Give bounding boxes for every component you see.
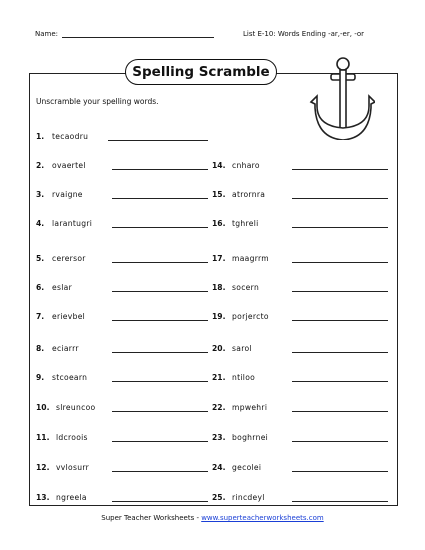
list-item — [212, 187, 265, 199]
scrambled-word: ovaertel — [52, 161, 86, 170]
item-number: 4. — [36, 219, 45, 228]
answer-line[interactable] — [112, 161, 208, 170]
scrambled-word: cerersor — [52, 254, 86, 263]
answer-line[interactable] — [292, 344, 388, 353]
answer-line[interactable] — [292, 190, 388, 199]
item-number: 24. — [212, 463, 226, 472]
name-label: Name: — [35, 30, 59, 38]
scrambled-word: tghreli — [232, 219, 259, 228]
scrambled-word: socern — [232, 283, 260, 292]
item-number: 22. — [212, 403, 226, 412]
answer-line[interactable] — [112, 493, 208, 502]
item-number: 5. — [36, 254, 45, 263]
scrambled-word: atrornra — [232, 190, 266, 199]
scrambled-word: larantugri — [52, 219, 93, 228]
item-number: 18. — [212, 283, 226, 292]
list-item — [36, 187, 83, 199]
item-number: 9. — [36, 373, 45, 382]
list-item — [36, 400, 96, 412]
answer-line[interactable] — [112, 219, 208, 228]
scrambled-word: maagrrm — [232, 254, 269, 263]
list-item — [36, 341, 79, 353]
scrambled-word: stcoearn — [52, 373, 88, 382]
scrambled-word: ntiloo — [232, 373, 256, 382]
item-number: 8. — [36, 344, 45, 353]
list-item — [212, 251, 269, 263]
scrambled-word: ngreela — [56, 493, 87, 502]
list-item — [36, 216, 92, 228]
item-number: 14. — [212, 161, 226, 170]
list-item — [36, 251, 86, 263]
scrambled-word: sarol — [232, 344, 252, 353]
list-item — [212, 460, 261, 472]
item-number: 7. — [36, 312, 45, 321]
item-number: 23. — [212, 433, 226, 442]
answer-line[interactable] — [112, 283, 208, 292]
name-line[interactable] — [62, 30, 214, 38]
answer-line[interactable] — [292, 283, 388, 292]
item-number: 17. — [212, 254, 226, 263]
scrambled-word: slreuncoo — [56, 403, 96, 412]
scrambled-word: ldcroois — [56, 433, 88, 442]
list-item — [212, 490, 265, 502]
list-item — [212, 309, 269, 321]
answer-line[interactable] — [112, 433, 208, 442]
worksheet-title — [125, 59, 277, 85]
instructions: Unscramble your spelling words. — [36, 97, 159, 106]
answer-line[interactable] — [112, 312, 208, 321]
scrambled-word: cnharo — [232, 161, 260, 170]
list-item — [36, 280, 72, 292]
scrambled-word: boghrnei — [232, 433, 269, 442]
answer-line[interactable] — [108, 132, 208, 141]
item-number: 25. — [212, 493, 226, 502]
title-text: Spelling Scramble — [132, 64, 270, 80]
item-number: 13. — [36, 493, 50, 502]
list-item — [36, 370, 87, 382]
scrambled-word: erievbel — [52, 312, 86, 321]
list-item — [212, 280, 259, 292]
scrambled-word: porjercto — [232, 312, 269, 321]
footer-link[interactable]: www.superteacherworksheets.com — [201, 514, 324, 522]
list-item — [212, 158, 260, 170]
list-item — [212, 400, 267, 412]
item-number: 20. — [212, 344, 226, 353]
answer-line[interactable] — [292, 373, 388, 382]
answer-line[interactable] — [292, 493, 388, 502]
item-number: 3. — [36, 190, 45, 199]
answer-line[interactable] — [292, 219, 388, 228]
list-item — [212, 430, 268, 442]
answer-line[interactable] — [112, 190, 208, 199]
list-label: List E-10: Words Ending -ar,-er, -or — [243, 30, 365, 38]
answer-line[interactable] — [112, 373, 208, 382]
scrambled-word: rvaigne — [52, 190, 83, 199]
item-number: 15. — [212, 190, 226, 199]
list-item — [212, 370, 255, 382]
scrambled-word: eslar — [52, 283, 73, 292]
answer-line[interactable] — [292, 433, 388, 442]
scrambled-word: gecolei — [232, 463, 262, 472]
footer — [0, 514, 425, 522]
item-number: 19. — [212, 312, 226, 321]
footer-text: Super Teacher Worksheets - — [101, 514, 202, 522]
list-item — [36, 309, 85, 321]
scrambled-word: rincdeyl — [232, 493, 265, 502]
item-number: 12. — [36, 463, 50, 472]
answer-line[interactable] — [292, 463, 388, 472]
list-item — [212, 341, 252, 353]
list-item — [212, 216, 259, 228]
item-number: 6. — [36, 283, 45, 292]
list-item — [36, 430, 88, 442]
answer-line[interactable] — [292, 254, 388, 263]
item-number: 2. — [36, 161, 45, 170]
item-number: 1. — [36, 132, 45, 141]
scrambled-word: mpwehri — [232, 403, 268, 412]
list-item — [36, 460, 89, 472]
list-item — [36, 129, 88, 141]
anchor-icon — [305, 52, 375, 140]
answer-line[interactable] — [112, 254, 208, 263]
list-item — [36, 158, 86, 170]
answer-line[interactable] — [292, 312, 388, 321]
answer-line[interactable] — [292, 403, 388, 412]
scrambled-word: eciarrr — [52, 344, 79, 353]
name-field[interactable] — [35, 30, 214, 38]
answer-line[interactable] — [112, 403, 208, 412]
item-number: 21. — [212, 373, 226, 382]
scrambled-word: vvlosurr — [56, 463, 90, 472]
list-item — [36, 490, 87, 502]
answer-line[interactable] — [112, 463, 208, 472]
item-number: 10. — [36, 403, 50, 412]
item-number: 16. — [212, 219, 226, 228]
item-number: 11. — [36, 433, 50, 442]
scrambled-word: tecaodru — [52, 132, 89, 141]
answer-line[interactable] — [112, 344, 208, 353]
answer-line[interactable] — [292, 161, 388, 170]
